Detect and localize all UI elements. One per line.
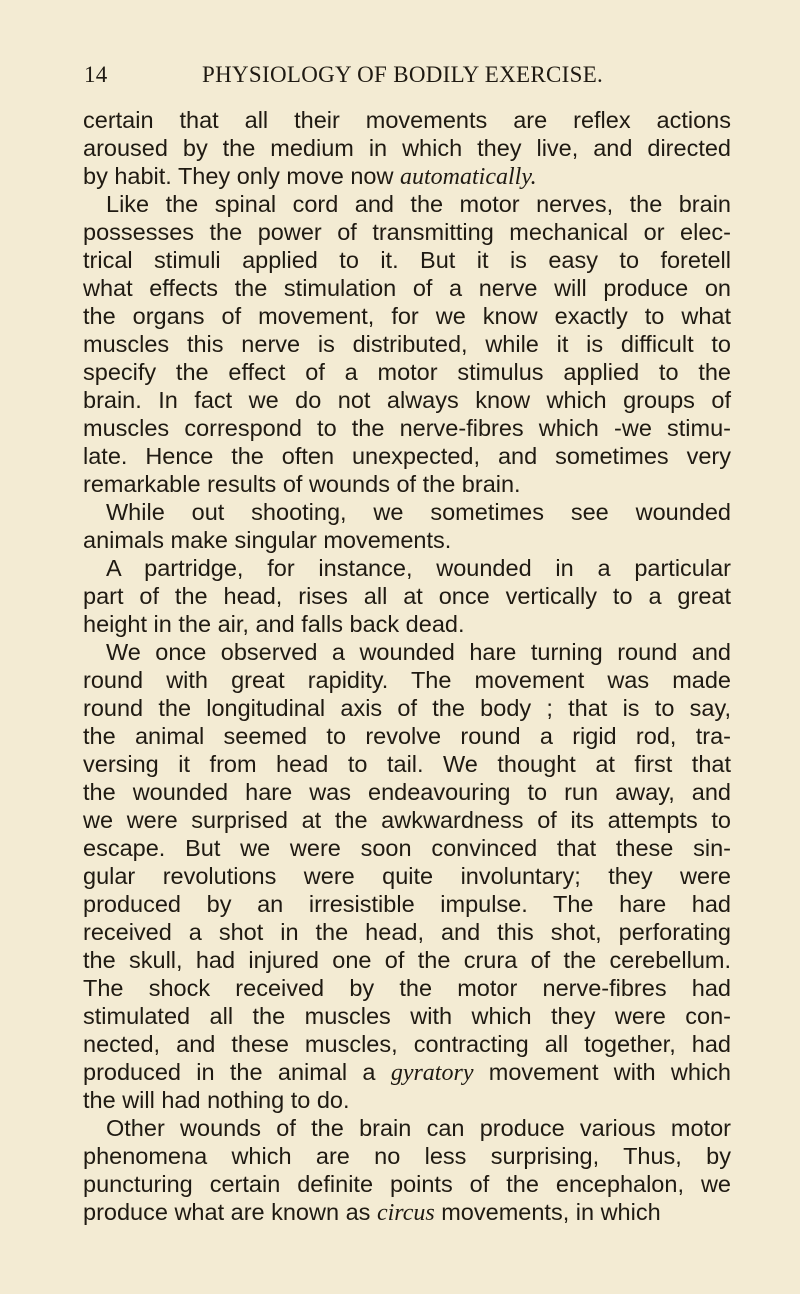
italic-term: automatically. — [400, 164, 537, 190]
text-line: produced by an irresistible impulse. The hare had — [83, 891, 731, 917]
text-line: part of the head, rises all at once vertically to a great — [83, 583, 731, 609]
text-line: stimulated all the muscles with which they were con- — [83, 1003, 731, 1029]
text-segment: produced in the animal a — [83, 1059, 391, 1085]
text-line: round with great rapidity. The movement was made — [83, 667, 731, 693]
text-line: phenomena which are no less surprising, Thus, by — [83, 1143, 731, 1169]
text-segment: movements, in which — [434, 1199, 661, 1225]
text-line: remarkable results of wounds of the brain. — [83, 471, 521, 497]
text-line: the organs of movement, for we know exactly to what — [83, 303, 731, 329]
text-line: brain. In fact we do not always know which groups of — [83, 387, 731, 413]
text-line: round the longitudinal axis of the body ; that is to say, — [83, 695, 731, 721]
text-line: nected, and these muscles, contracting all together, had — [83, 1031, 731, 1057]
text-line: specify the effect of a motor stimulus applied to the — [83, 359, 731, 385]
text-line — [83, 1058, 731, 1086]
page-header — [84, 62, 724, 96]
page-number: 14 — [84, 62, 108, 87]
italic-term: circus — [376, 1200, 435, 1226]
text-line: the wounded hare was endeavouring to run away, and — [83, 779, 731, 805]
italic-term: gyratory — [390, 1060, 474, 1086]
text-line: received a shot in the head, and this shot, perforating — [83, 919, 731, 945]
text-segment: produce what are known as — [83, 1199, 377, 1225]
text-line: we were surprised at the awkwardness of its attempts to — [83, 807, 731, 833]
text-line: escape. But we were soon convinced that these sin- — [83, 835, 731, 861]
text-line: muscles this nerve is distributed, while it is difficult to — [83, 331, 731, 357]
text-line: aroused by the medium in which they live, and directed — [83, 135, 731, 161]
text-line: the animal seemed to revolve round a rigid rod, tra- — [83, 723, 731, 749]
text-line — [83, 162, 731, 190]
text-segment: by habit. They only move now — [83, 163, 400, 189]
text-line: the will had nothing to do. — [83, 1087, 350, 1113]
text-line: animals make singular movements. — [83, 527, 452, 553]
text-line: Like the spinal cord and the motor nerves, the brain — [106, 191, 731, 217]
text-line — [83, 1198, 731, 1226]
text-line: We once observed a wounded hare turning round and — [106, 639, 731, 665]
text-line: Other wounds of the brain can produce various motor — [106, 1115, 731, 1141]
text-line: the skull, had injured one of the crura of the cerebellum. — [83, 947, 731, 973]
text-line: what effects the stimulation of a nerve will produce on — [83, 275, 731, 301]
body-text — [83, 106, 731, 1226]
text-line: A partridge, for instance, wounded in a particular — [106, 555, 731, 581]
text-line: trical stimuli applied to it. But it is easy to foretell — [83, 247, 731, 273]
text-line: possesses the power of transmitting mechanical or elec- — [83, 219, 731, 245]
text-line: puncturing certain definite points of the encephalon, we — [83, 1171, 731, 1197]
text-segment: movement with which — [473, 1059, 731, 1085]
running-head: PHYSIOLOGY OF BODILY EXERCISE. — [202, 62, 604, 87]
text-line: versing it from head to tail. We thought at first that — [83, 751, 731, 777]
text-line: height in the air, and falls back dead. — [83, 611, 465, 637]
text-line: While out shooting, we sometimes see wounded — [106, 499, 731, 525]
text-line: The shock received by the motor nerve-fibres had — [83, 975, 731, 1001]
text-line: gular revolutions were quite involuntary; they were — [83, 863, 731, 889]
text-line: certain that all their movements are reflex actions — [83, 107, 731, 133]
text-line: late. Hence the often unexpected, and sometimes very — [83, 443, 731, 469]
text-line: muscles correspond to the nerve-fibres which -we stimu- — [83, 415, 731, 441]
